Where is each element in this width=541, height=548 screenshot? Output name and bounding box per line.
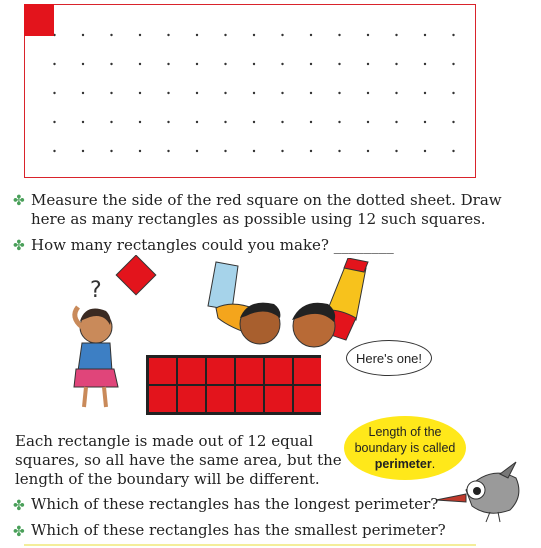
grid-dot xyxy=(139,63,141,65)
unit-square xyxy=(149,386,176,412)
grid-dot xyxy=(139,121,141,123)
bullet-icon: ✤ xyxy=(13,193,25,209)
grid-dot xyxy=(53,63,55,65)
dot-grid xyxy=(24,4,476,178)
grid-dot xyxy=(395,92,397,94)
question-1-line-1: Measure the side of the red square on the dotted sheet. Draw xyxy=(31,191,502,209)
grid-dot xyxy=(424,63,426,65)
grid-dot xyxy=(224,63,226,65)
grid-dot xyxy=(395,121,397,123)
paragraph-line-2: squares, so all have the same area, but the xyxy=(15,451,342,469)
unit-square xyxy=(294,358,321,384)
grid-dot xyxy=(82,150,84,152)
grid-dot xyxy=(281,121,283,123)
grid-dot xyxy=(253,63,255,65)
grid-dot xyxy=(196,92,198,94)
grid-dot xyxy=(310,92,312,94)
rectangle-6x2-squares xyxy=(146,355,321,415)
grid-dot xyxy=(367,121,369,123)
grid-dot xyxy=(424,121,426,123)
grid-dot xyxy=(82,121,84,123)
grid-dot xyxy=(367,150,369,152)
grid-dot xyxy=(281,92,283,94)
grid-dot xyxy=(452,34,454,36)
grid-dot xyxy=(367,92,369,94)
grid-dot xyxy=(53,121,55,123)
bottom-rule xyxy=(24,544,476,546)
unit-square xyxy=(178,358,205,384)
grid-dot xyxy=(338,34,340,36)
grid-dot xyxy=(82,92,84,94)
unit-square xyxy=(265,358,292,384)
bird-illustration xyxy=(430,456,526,526)
perimeter-note: Length of the boundary is called perimeter. xyxy=(344,416,466,480)
grid-dot xyxy=(167,34,169,36)
grid-dot xyxy=(253,121,255,123)
grid-dot xyxy=(110,150,112,152)
grid-dot xyxy=(110,92,112,94)
question-mark-icon: ? xyxy=(90,278,102,303)
note-keyword: perimeter xyxy=(374,457,432,471)
red-square xyxy=(24,4,54,36)
grid-dot xyxy=(281,63,283,65)
grid-dot xyxy=(310,150,312,152)
unit-square xyxy=(294,386,321,412)
girl-thinking-illustration xyxy=(60,255,160,415)
grid-dot xyxy=(310,121,312,123)
grid-dot xyxy=(310,34,312,36)
unit-square xyxy=(236,386,263,412)
grid-dot xyxy=(224,34,226,36)
unit-square xyxy=(265,386,292,412)
paragraph-line-1: Each rectangle is made out of 12 equal xyxy=(15,432,314,450)
question-4: Which of these rectangles has the smallest perimeter? xyxy=(31,521,446,539)
note-line-1: Length of the xyxy=(368,425,442,439)
unit-square xyxy=(207,358,234,384)
unit-square xyxy=(236,358,263,384)
grid-dot xyxy=(338,92,340,94)
unit-square xyxy=(207,386,234,412)
grid-dot xyxy=(452,92,454,94)
grid-dot xyxy=(424,92,426,94)
grid-dot xyxy=(395,63,397,65)
grid-dot xyxy=(452,150,454,152)
grid-dot xyxy=(281,34,283,36)
grid-dot xyxy=(224,92,226,94)
bullet-icon: ✤ xyxy=(13,524,25,540)
grid-dot xyxy=(110,63,112,65)
grid-dot xyxy=(139,34,141,36)
grid-dot xyxy=(395,34,397,36)
grid-dot xyxy=(110,121,112,123)
grid-dot xyxy=(167,121,169,123)
grid-dot xyxy=(224,150,226,152)
grid-dot xyxy=(196,150,198,152)
grid-dot xyxy=(367,34,369,36)
unit-square xyxy=(149,358,176,384)
grid-dot xyxy=(196,34,198,36)
grid-dot xyxy=(310,63,312,65)
grid-dot xyxy=(424,34,426,36)
grid-dot xyxy=(224,121,226,123)
grid-dot xyxy=(424,150,426,152)
question-2: How many rectangles could you make? ________ xyxy=(31,236,394,254)
grid-dot xyxy=(338,121,340,123)
grid-dot xyxy=(367,63,369,65)
grid-dot xyxy=(338,63,340,65)
grid-dot xyxy=(452,121,454,123)
grid-dot xyxy=(338,150,340,152)
grid-dot xyxy=(253,150,255,152)
grid-dot xyxy=(82,63,84,65)
grid-dot xyxy=(167,92,169,94)
grid-dot xyxy=(452,63,454,65)
grid-dot xyxy=(253,92,255,94)
grid-dot xyxy=(253,34,255,36)
grid-dot xyxy=(395,150,397,152)
grid-dot xyxy=(82,34,84,36)
grid-dot xyxy=(53,150,55,152)
speech-bubble: Here's one! xyxy=(346,340,432,376)
grid-dot xyxy=(167,150,169,152)
question-1-line-2: here as many rectangles as possible using 12 such squares. xyxy=(31,210,486,228)
grid-dot xyxy=(281,150,283,152)
grid-dot xyxy=(167,63,169,65)
paragraph-line-3: length of the boundary will be different. xyxy=(15,470,320,488)
note-line-2: boundary is called xyxy=(354,441,456,455)
unit-square xyxy=(178,386,205,412)
grid-dot xyxy=(139,150,141,152)
bullet-icon: ✤ xyxy=(13,498,25,514)
grid-dot xyxy=(53,92,55,94)
grid-dot xyxy=(196,121,198,123)
grid-dot xyxy=(139,92,141,94)
bullet-icon: ✤ xyxy=(13,238,25,254)
grid-dot xyxy=(196,63,198,65)
question-3: Which of these rectangles has the longest perimeter? xyxy=(31,495,439,513)
grid-dot xyxy=(110,34,112,36)
